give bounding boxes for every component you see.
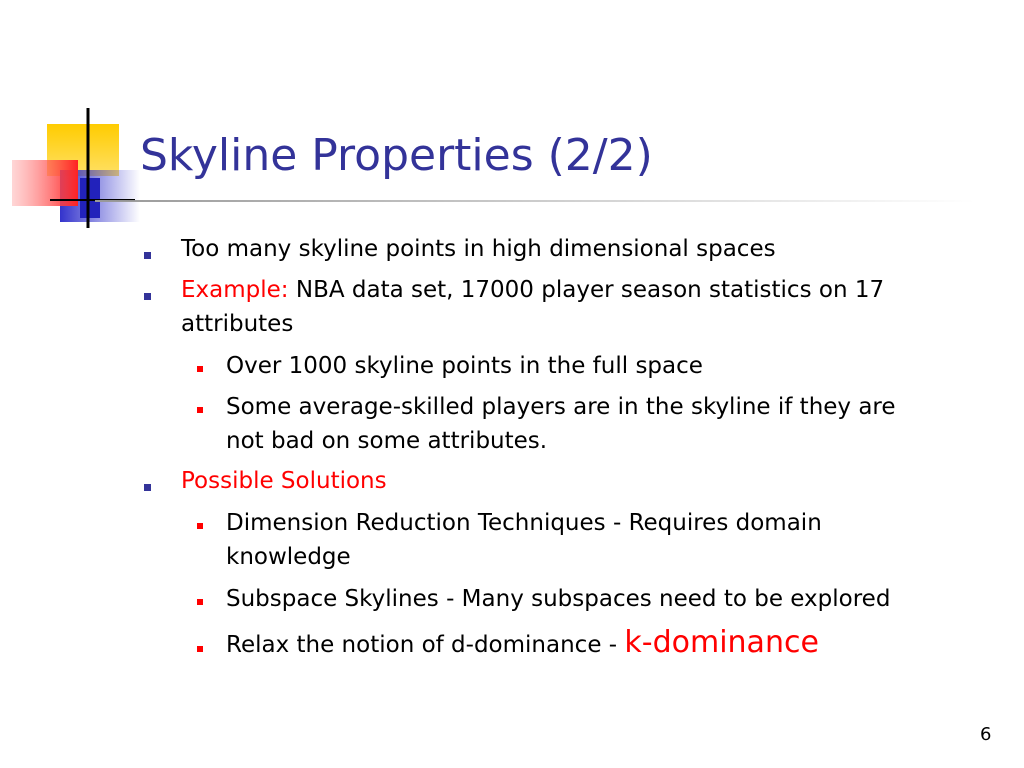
sub-bullet-item-3-1-continuation — [226, 540, 351, 574]
bullet-item-2 — [181, 273, 884, 307]
slide-title: Skyline Properties (2/2) — [140, 130, 653, 181]
bullet-text: not bad on some attributes. — [226, 428, 548, 454]
red-square-bullet-icon — [197, 366, 203, 372]
k-dominance-highlight: k-dominance — [624, 625, 819, 660]
bullet-text: NBA data set, 17000 player season statistics on 17 — [288, 277, 885, 303]
red-square-bullet-icon — [197, 599, 203, 605]
title-rule — [95, 200, 975, 202]
bullet-text: knowledge — [226, 544, 351, 570]
sub-bullet-item-3-1 — [226, 506, 822, 540]
sub-bullet-item-2-2 — [226, 390, 896, 424]
page-number: 6 — [980, 724, 992, 745]
sub-bullet-item-2-2-continuation — [226, 424, 547, 458]
bullet-text: Over 1000 skyline points in the full space — [226, 353, 703, 379]
blue-square — [60, 170, 140, 222]
bullet-item-3 — [181, 464, 387, 498]
bullet-text: Relax the notion of d-dominance - — [226, 632, 625, 658]
red-square — [12, 160, 78, 206]
example-label: Example: — [181, 277, 289, 303]
blue-square-bullet-icon — [144, 484, 151, 491]
yellow-square — [47, 124, 119, 176]
red-square-bullet-icon — [197, 523, 203, 529]
bullet-text: Dimension Reduction Techniques - Requires domain — [226, 510, 822, 536]
sub-bullet-item-2-1 — [226, 349, 703, 383]
bullet-text: Too many skyline points in high dimensional spaces — [181, 236, 776, 262]
blue-square-bullet-icon — [144, 293, 151, 300]
bullet-item-1 — [181, 232, 776, 266]
blue-square-accent — [80, 178, 100, 218]
bullet-text: attributes — [181, 311, 294, 337]
bullet-text: Some average-skilled players are in the skyline if they are — [226, 394, 896, 420]
blue-square-bullet-icon — [144, 252, 151, 259]
bullet-text: Subspace Skylines - Many subspaces need to be explored — [226, 586, 891, 612]
bullet-item-2-continuation — [181, 307, 293, 341]
sub-bullet-item-3-2 — [226, 582, 890, 616]
red-square-bullet-icon — [197, 407, 203, 413]
red-square-bullet-icon — [197, 646, 203, 652]
possible-solutions-label: Possible Solutions — [181, 468, 387, 494]
corner-decoration-icon — [0, 0, 1024, 240]
sub-bullet-item-3-3 — [226, 626, 819, 662]
